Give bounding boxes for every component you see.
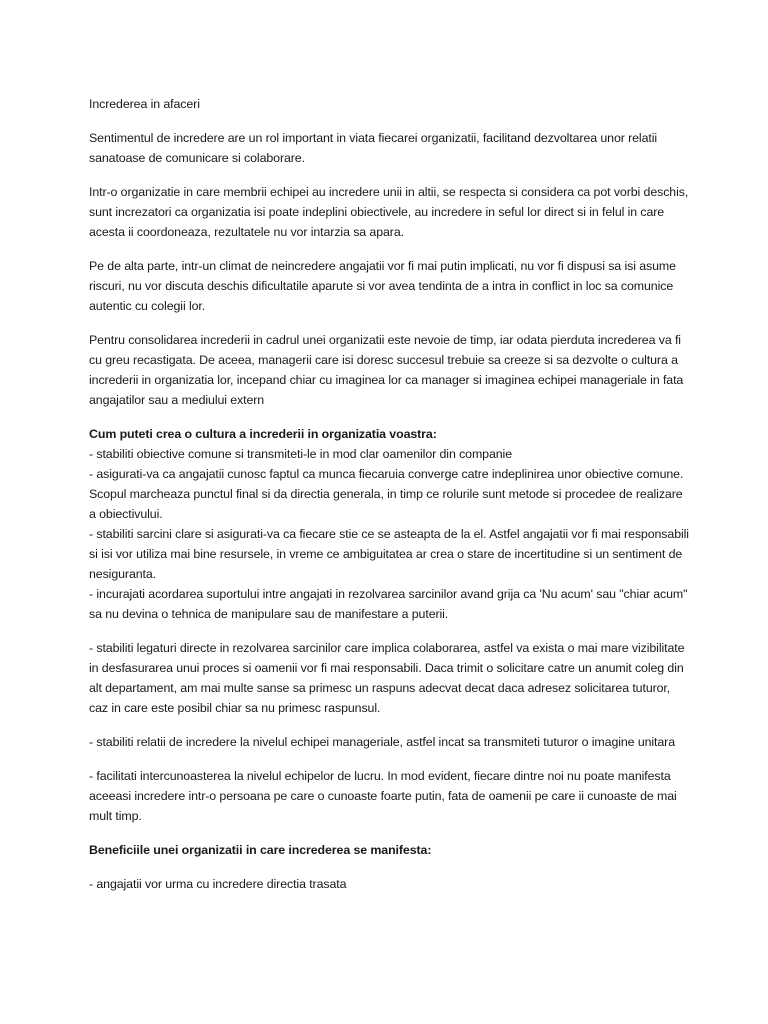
list-item: - stabiliti obiective comune si transmiteti-le in mod clar oamenilor din companie: [89, 447, 513, 461]
culture-list: [89, 444, 689, 624]
benefits-list: [89, 874, 689, 894]
paragraph-distrust-climate: Pe de alta parte, intr-un climat de neincredere angajatii vor fi mai putin implicati, nu vor fi dispusi sa isi asume riscuri, nu vor discuta deschis dificultatile aparute si vor avea tendinta de a intra in conflict in loc sa comunice autentic cu colegii lor.: [89, 259, 676, 313]
list-item: - angajatii vor urma cu incredere directia trasata: [89, 877, 347, 891]
document-title: Increderea in afaceri: [89, 97, 200, 111]
document-page: [89, 94, 689, 908]
paragraph-trust-organization: Intr-o organizatie in care membrii echipei au incredere unii in altii, se respecta si considera ca pot vorbi deschis, sunt increzatori ca organizatia isi poate indeplini obiectivele, au incredere in seful lor direct si in felul in care acesta ii coordoneaza, rezultatele nu vor intarzia sa apara.: [89, 185, 689, 239]
list-block-intercunoastere: - facilitati intercunoasterea la nivelul echipelor de lucru. In mod evident, fiecare dintre noi nu poate manifesta aceeasi incredere intr-o persoana pe care o cunoaste foarte putin, fata de oamenii pe care ii cunoaste de mai mult timp.: [89, 769, 677, 823]
list-block-direct-links: - stabiliti legaturi directe in rezolvarea sarcinilor care implica colaborarea, astfel va exista o mai mare vizibilitate in desfasurarea unui proces si oamenii vor fi mai responsabili. Daca trimit o solicitare catre un anumit coleg din alt departament, am mai multe sanse sa primesc un raspuns adecvat decat daca adresez solicitarea tuturor, caz in care este posibil chiar sa nu primesc raspunsul.: [89, 641, 685, 715]
section-heading-benefits: Beneficiile unei organizatii in care increderea se manifesta:: [89, 843, 432, 857]
list-block-managerial-trust: - stabiliti relatii de incredere la nivelul echipei manageriale, astfel incat sa transmiteti tuturor o imagine unitara: [89, 735, 676, 749]
paragraph-consolidation: Pentru consolidarea increderii in cadrul unei organizatii este nevoie de timp, iar odata pierduta increderea va fi cu greu recastigata. De aceea, managerii care isi doresc succesul trebuie sa creeze si sa dezvolte o cultura a increderii in organizatia lor, incepand chiar cu imaginea lor ca manager si imaginea echipei manageriale in fata angajatilor sau a mediului extern: [89, 333, 684, 407]
section-heading-culture: Cum puteti crea o cultura a increderii in organizatia voastra:: [89, 427, 437, 441]
list-item: - incurajati acordarea suportului intre angajati in rezolvarea sarcinilor avand grija ca 'Nu acum' sau "chiar acum" sa nu devina o tehnica de manipulare sau de manifestare a puterii.: [89, 587, 688, 621]
list-item: - asigurati-va ca angajatii cunosc faptul ca munca fiecaruia converge catre indeplinirea unor obiective comune. Scopul marcheaza punctul final si da directia generala, in timp ce rolurile sunt metode si procedee de realizare a obiectivului.: [89, 467, 684, 521]
paragraph-intro: Sentimentul de incredere are un rol important in viata fiecarei organizatii, facilitand dezvoltarea unor relatii sanatoase de comunicare si colaborare.: [89, 131, 658, 165]
list-item: - stabiliti sarcini clare si asigurati-va ca fiecare stie ce se asteapta de la el. Astfel angajatii vor fi mai responsabili si isi vor utiliza mai bine resursele, in vreme ce ambiguitatea ar crea o stare de incertitudine si un sentiment de nesiguranta.: [89, 527, 689, 581]
